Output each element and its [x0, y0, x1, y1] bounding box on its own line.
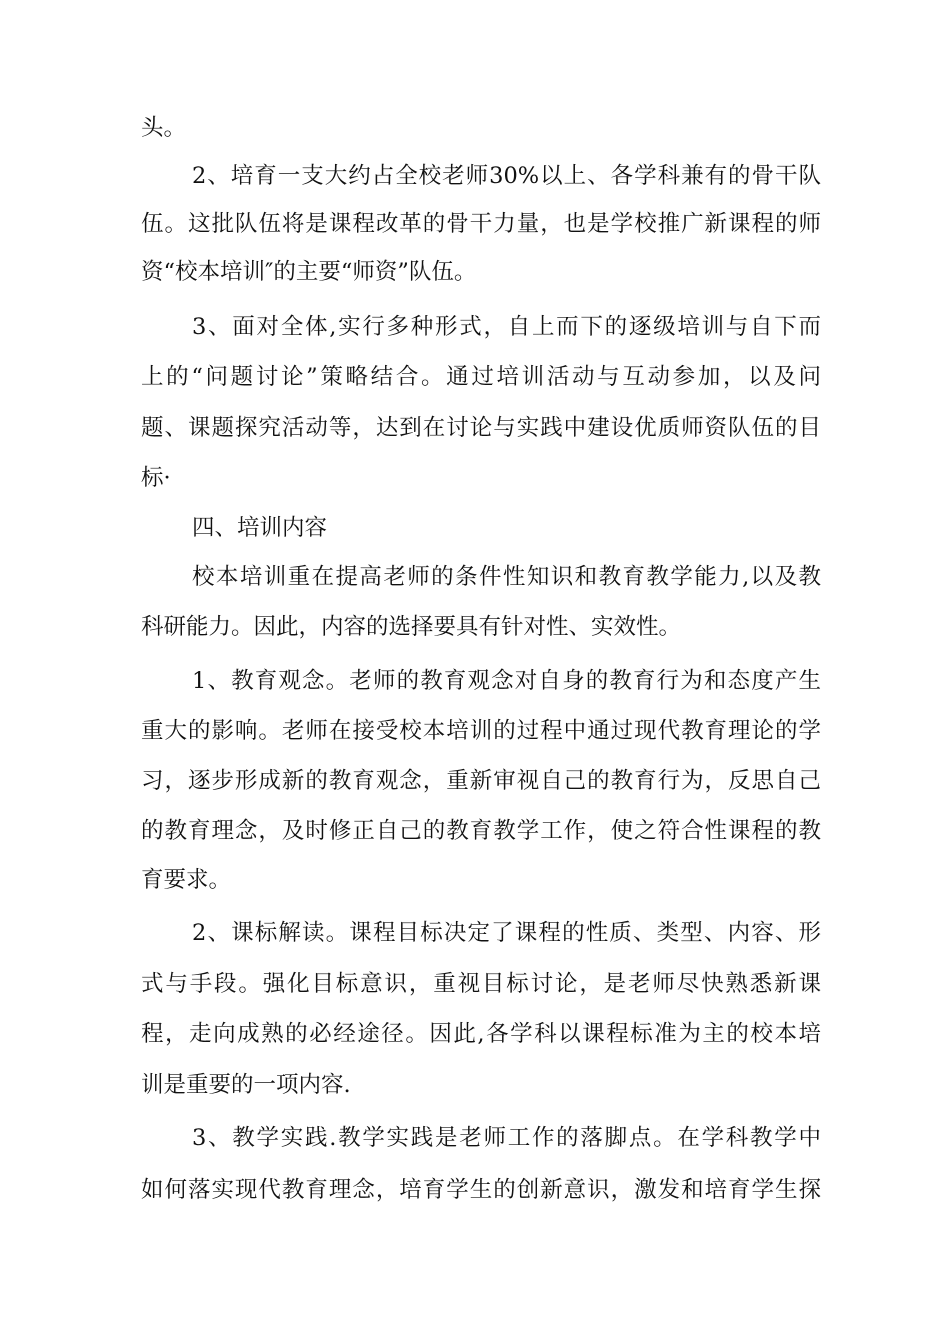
text-line-8: 标·	[141, 465, 171, 491]
text-line-4: 资“校本培训″的主要“师资”队伍。	[141, 259, 477, 285]
text-line-22: 如何落实现代教育理念，培育学生的创新意识，激发和培育学生探	[141, 1177, 821, 1203]
text-line-21: 3、教学实践.教学实践是老师工作的落脚点。在学科教学中	[192, 1125, 821, 1151]
text-line-6: 上的“问题讨论”策略结合。通过培训活动与互动参加，以及问	[141, 364, 821, 390]
text-line-14: 习，逐步形成新的教育观念，重新审视自己的教育行为，反思自己	[141, 768, 821, 794]
text-line-2: 2、培育一支大约占全校老师30%以上、各学科兼有的骨干队	[192, 163, 821, 189]
text-line-20: 训是重要的一项内容.	[141, 1072, 351, 1098]
text-line-18: 式与手段。强化目标意识，重视目标讨论，是老师尽快熟悉新课	[141, 971, 821, 997]
text-line-3: 伍。这批队伍将是课程改革的骨干力量，也是学校推广新课程的师	[141, 211, 821, 237]
text-line-1: 头。	[141, 115, 187, 141]
text-line-10: 校本培训重在提高老师的条件性知识和教育教学能力,以及教	[192, 564, 821, 590]
text-line-17: 2、课标解读。课程目标决定了课程的性质、类型、内容、形	[192, 920, 821, 946]
section-heading: 四、培训内容	[192, 515, 328, 541]
text-line-15: 的教育理念，及时修正自己的教育教学工作，使之符合性课程的教	[141, 818, 821, 844]
text-line-12: 1、教育观念。老师的教育观念对自身的教育行为和态度产生	[192, 668, 821, 694]
text-line-5: 3、面对全体,实行多种形式，自上而下的逐级培训与自下而	[192, 314, 821, 340]
text-line-7: 题、课题探究活动等，达到在讨论与实践中建设优质师资队伍的目	[141, 415, 821, 441]
text-line-19: 程，走向成熟的必经途径。因此,各学科以课程标准为主的校本培	[141, 1021, 821, 1047]
text-line-13: 重大的影响。老师在接受校本培训的过程中通过现代教育理论的学	[141, 718, 821, 744]
text-line-16: 育要求。	[141, 867, 232, 893]
text-line-11: 科研能力。因此，内容的选择要具有针对性、实效性。	[141, 614, 682, 640]
